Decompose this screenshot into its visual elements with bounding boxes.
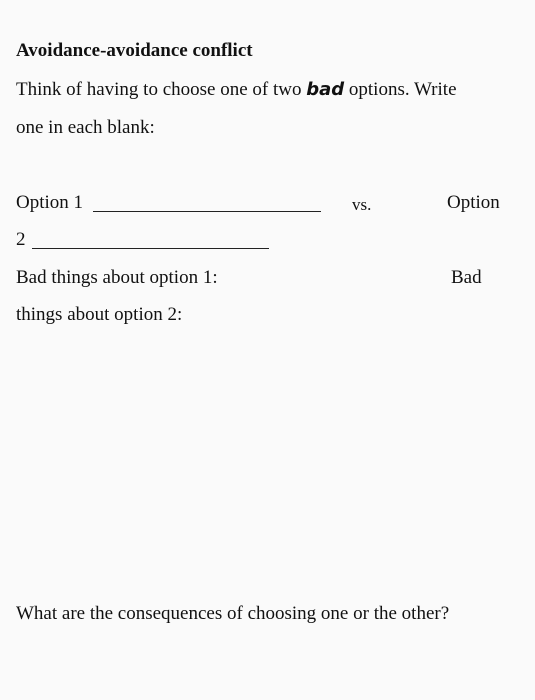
bad-things-option-1-label: Bad things about option 1:	[16, 267, 218, 288]
intro-emphasis-bad: bad	[306, 79, 345, 100]
bad-things-option-2-label-part1: Bad	[451, 267, 482, 288]
intro-text-line-1	[16, 79, 457, 101]
versus-label: vs.	[352, 195, 372, 214]
bad-things-option-2-label-part2: things about option 2:	[16, 304, 183, 325]
option-1-label: Option 1	[16, 192, 84, 213]
option-2-label-part1: Option	[447, 192, 500, 213]
option-2-blank[interactable]	[32, 229, 269, 249]
option-2-label-part2: 2	[16, 229, 26, 250]
intro-text-end: options. Write	[344, 79, 457, 100]
section-title: Avoidance-avoidance conflict	[16, 40, 253, 61]
intro-text-line-2: one in each blank:	[16, 117, 155, 138]
consequences-question: What are the consequences of choosing one or the other?	[16, 603, 450, 624]
option-1-blank[interactable]	[93, 192, 321, 212]
intro-text-start: Think of having to choose one of two	[16, 79, 307, 100]
